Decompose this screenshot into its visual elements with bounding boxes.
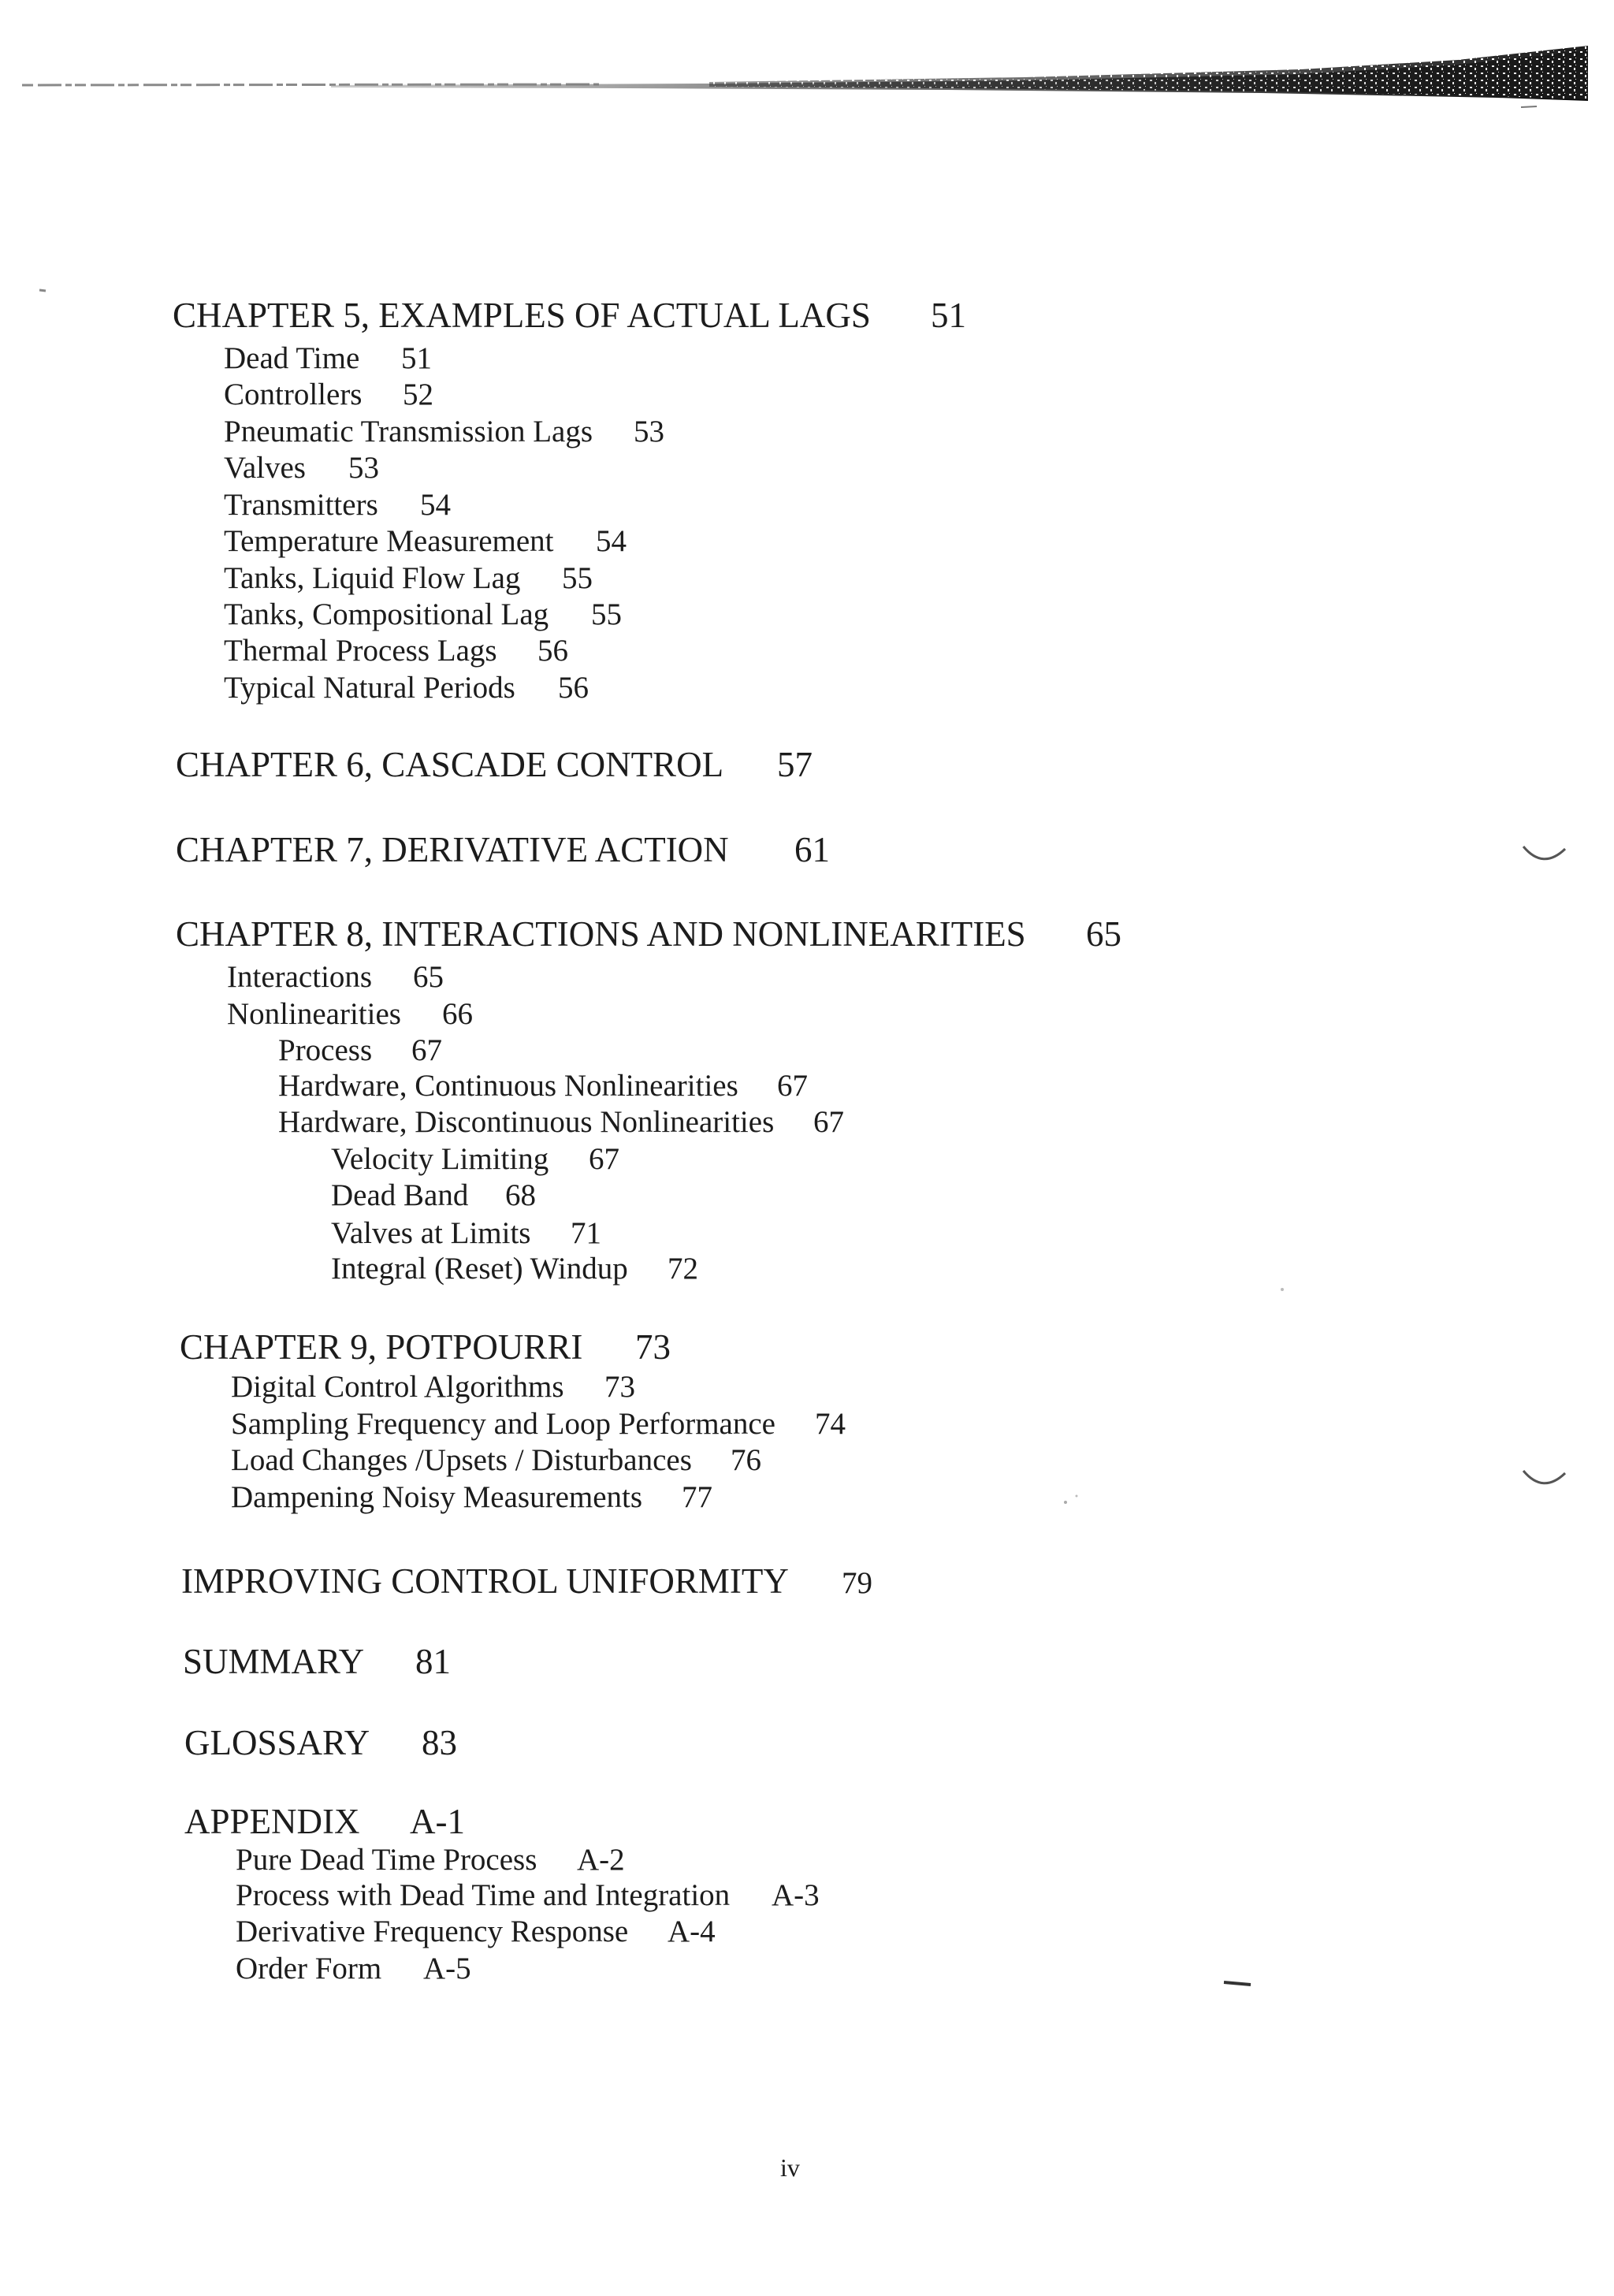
- entry-title: Dead Time: [224, 341, 360, 375]
- page-number: 53: [348, 451, 379, 485]
- entry-title: Velocity Limiting: [331, 1142, 549, 1176]
- entry-title: Order Form: [236, 1952, 382, 1985]
- page-number: 72: [668, 1252, 698, 1286]
- toc-entry-derivative-frequency-response: [0, 1916, 1614, 1956]
- page-number: 67: [813, 1105, 844, 1139]
- toc-entry-valves: [0, 452, 1614, 492]
- entry-title: Tanks, Liquid Flow Lag: [224, 561, 521, 595]
- entry-title: Typical Natural Periods: [224, 671, 515, 705]
- toc-entry-order-form: [0, 1953, 1614, 1993]
- toc-entry-load-changes: [0, 1445, 1614, 1484]
- page-number: 73: [635, 1327, 671, 1367]
- page-number: 54: [596, 524, 627, 558]
- page-number: 83: [422, 1723, 457, 1762]
- entry-title: Hardware, Continuous Nonlinearities: [278, 1069, 738, 1103]
- toc-entry-sampling-frequency: [0, 1408, 1614, 1448]
- page-number: 51: [401, 341, 432, 375]
- entry-title: Valves: [224, 451, 306, 485]
- toc-entry-thermal-process-lags: [0, 635, 1614, 675]
- entry-title: SUMMARY: [183, 1642, 365, 1681]
- entry-title: Temperature Measurement: [224, 524, 554, 558]
- page-number: 65: [1086, 914, 1121, 954]
- toc-entry-tanks-compositional-lag: [0, 599, 1614, 638]
- page-number: A-1: [410, 1802, 465, 1841]
- toc-entry-transmitters: [0, 489, 1614, 529]
- page-number: 55: [562, 561, 593, 595]
- toc-entry-digital-control-algorithms: [0, 1371, 1614, 1411]
- entry-title: CHAPTER 5, EXAMPLES OF ACTUAL LAGS: [173, 296, 871, 335]
- toc-chapter-6: [0, 747, 1614, 787]
- toc-summary: [0, 1644, 1614, 1684]
- scan-edge-speckle: [709, 46, 1588, 99]
- toc-entry-hardware-discontinuous: [0, 1107, 1614, 1146]
- scan-speck: [1521, 106, 1537, 107]
- entry-title: Pneumatic Transmission Lags: [224, 415, 593, 448]
- entry-title: Digital Control Algorithms: [231, 1370, 564, 1404]
- entry-title: Thermal Process Lags: [224, 634, 497, 668]
- page-number: 56: [558, 671, 589, 705]
- page-number: 65: [413, 960, 444, 994]
- page-number: 76: [731, 1443, 761, 1477]
- entry-title: CHAPTER 9, POTPOURRI: [180, 1327, 583, 1367]
- entry-title: Dead Band: [331, 1178, 469, 1212]
- toc-appendix: [0, 1804, 1614, 1844]
- toc-entry-dampening-noisy-measurements: [0, 1482, 1614, 1521]
- page-number: A-4: [668, 1915, 716, 1948]
- toc-entry-process-dead-time-integration: [0, 1880, 1614, 1919]
- entry-title: CHAPTER 8, INTERACTIONS AND NONLINEARITIES: [176, 914, 1026, 954]
- page-number: 67: [589, 1142, 619, 1176]
- page-number: 81: [415, 1642, 451, 1681]
- toc-entry-dead-time: [0, 343, 1614, 382]
- toc-entry-velocity-limiting: [0, 1144, 1614, 1183]
- toc-entry-pneumatic-transmission-lags: [0, 416, 1614, 456]
- entry-title: CHAPTER 7, DERIVATIVE ACTION: [176, 830, 729, 869]
- page-number: 77: [682, 1480, 712, 1514]
- page-number: 67: [411, 1033, 442, 1067]
- toc-glossary: [0, 1725, 1614, 1765]
- toc-entry-nonlinearities: [0, 999, 1614, 1038]
- toc-entry-interactions: [0, 962, 1614, 1001]
- entry-title: Process with Dead Time and Integration: [236, 1878, 731, 1912]
- entry-title: Controllers: [224, 378, 363, 411]
- page-number: 71: [571, 1216, 601, 1250]
- page-number: 56: [537, 634, 568, 668]
- page-number: 79: [842, 1566, 872, 1600]
- page-number: A-5: [423, 1952, 471, 1985]
- toc-chapter-5: [0, 298, 1614, 337]
- toc-entry-hardware-continuous: [0, 1070, 1614, 1110]
- page-number: 52: [403, 378, 433, 411]
- page-number: A-3: [772, 1878, 820, 1912]
- page-number: 51: [931, 296, 966, 335]
- page-number: 74: [815, 1407, 846, 1441]
- entry-title: Interactions: [227, 960, 373, 994]
- entry-title: GLOSSARY: [184, 1723, 370, 1762]
- toc-entry-typical-natural-periods: [0, 672, 1614, 712]
- entry-title: Transmitters: [224, 488, 378, 522]
- entry-title: APPENDIX: [184, 1802, 360, 1841]
- page-number: A-2: [577, 1843, 625, 1877]
- page-number: 54: [420, 488, 451, 522]
- toc-improving-control-uniformity: [0, 1561, 1614, 1603]
- toc-entry-valves-at-limits: [0, 1218, 1614, 1257]
- page-number: 67: [777, 1069, 808, 1103]
- scan-edge-streak: [331, 50, 1588, 101]
- toc-entry-tanks-liquid-flow-lag: [0, 563, 1614, 602]
- entry-title: CHAPTER 6, CASCADE CONTROL: [176, 745, 724, 784]
- entry-title: Process: [278, 1033, 373, 1067]
- entry-title: Dampening Noisy Measurements: [231, 1480, 643, 1514]
- page-number: 55: [591, 597, 622, 631]
- entry-title: IMPROVING CONTROL UNIFORMITY: [181, 1561, 789, 1601]
- entry-title: Sampling Frequency and Loop Performance: [231, 1407, 775, 1441]
- page-folio: [0, 2155, 1614, 2194]
- scan-speck: [39, 290, 46, 291]
- entry-title: Pure Dead Time Process: [236, 1843, 537, 1877]
- toc-entry-controllers: [0, 379, 1614, 419]
- entry-title: Tanks, Compositional Lag: [224, 597, 549, 631]
- page-number: 57: [777, 745, 813, 784]
- entry-title: Nonlinearities: [227, 997, 401, 1031]
- page-number: 66: [442, 997, 473, 1031]
- page-number: 53: [634, 415, 664, 448]
- entry-title: Valves at Limits: [331, 1216, 531, 1250]
- toc-chapter-8: [0, 914, 1614, 956]
- toc-chapter-7: [0, 832, 1614, 872]
- entry-title: Integral (Reset) Windup: [331, 1252, 628, 1286]
- scan-edge-thin-line: [22, 84, 599, 85]
- entry-title: Load Changes /Upsets / Disturbances: [231, 1443, 692, 1477]
- folio-number: iv: [780, 2153, 800, 2182]
- entry-title: Hardware, Discontinuous Nonlinearities: [278, 1105, 775, 1139]
- toc-entry-integral-reset-windup: [0, 1253, 1614, 1293]
- entry-title: Derivative Frequency Response: [236, 1915, 629, 1948]
- page-number: 73: [604, 1370, 635, 1404]
- page-number: 68: [505, 1178, 536, 1212]
- page-number: 61: [794, 830, 830, 869]
- toc-entry-dead-band: [0, 1180, 1614, 1219]
- toc-entry-temperature-measurement: [0, 526, 1614, 565]
- toc-chapter-9: [0, 1327, 1614, 1369]
